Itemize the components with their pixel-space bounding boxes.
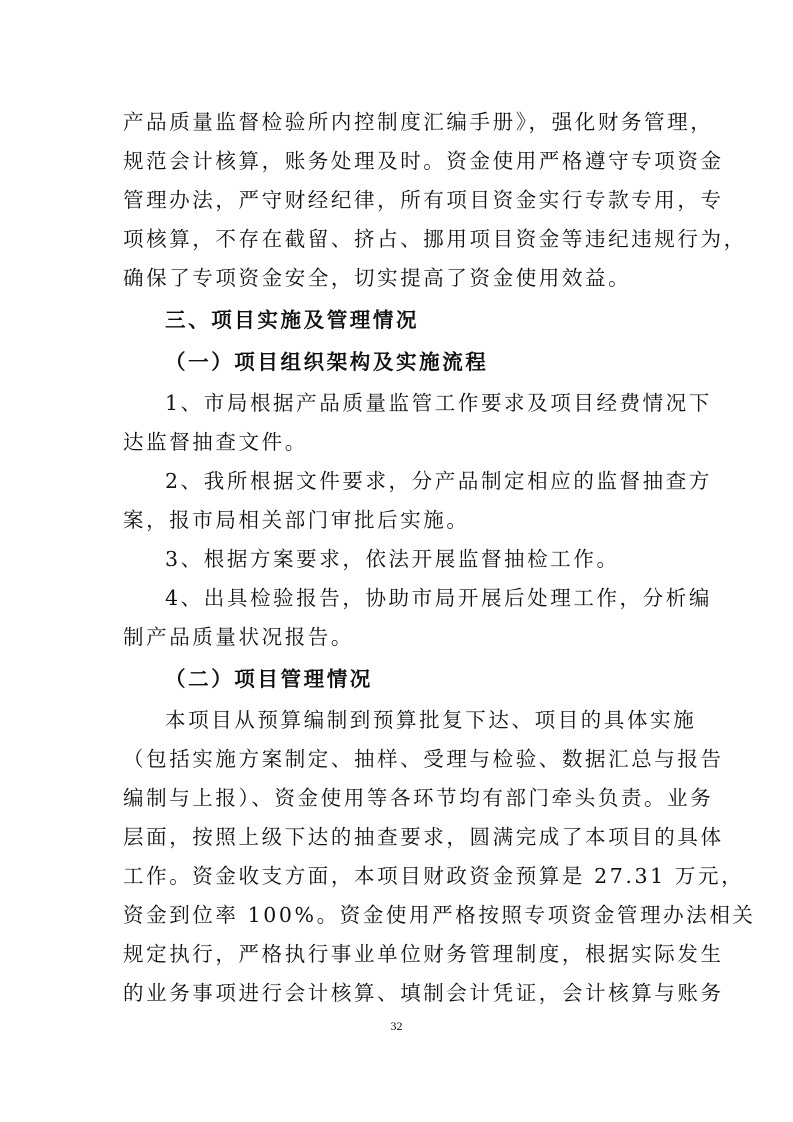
- body-text-line: 层面，按照上级下达的抽查要求，圆满完成了本项目的具体: [123, 825, 724, 849]
- body-text-line: 确保了专项资金安全，切实提高了资金使用效益。: [123, 266, 632, 290]
- list-item-text: 4、出具检验报告，协助市局开展后处理工作，分析编: [165, 586, 712, 610]
- subsection-heading: （二）项目管理情况: [165, 667, 373, 691]
- body-text-line: 项核算，不存在截留、挤占、挪用项目资金等违纪违规行为，: [123, 227, 747, 251]
- page-number: 32: [390, 1019, 403, 1033]
- list-item-text: 1、市局根据产品质量监管工作要求及项目经费情况下: [165, 391, 712, 415]
- body-text-line: 产品质量监督检验所内控制度汇编手册》，强化财务管理，: [123, 110, 714, 134]
- body-text-line: 工作。资金收支方面，本项目财政资金预算是 27.31 万元，: [123, 864, 745, 888]
- body-text-line: 规范会计核算，账务处理及时。资金使用严格遵守专项资金: [123, 149, 724, 173]
- body-text-line: 管理办法，严守财经纪律，所有项目资金实行专款专用，专: [123, 188, 724, 212]
- subsection-heading: （一）项目组织架构及实施流程: [165, 350, 489, 374]
- body-text-line: 编制与上报）、资金使用等各环节均有部门牵头负责。业务: [123, 786, 714, 810]
- list-item-text: 达监督抽查文件。: [123, 430, 308, 454]
- body-text-line: （包括实施方案制定、抽样、受理与检验、数据汇总与报告: [123, 747, 724, 771]
- body-text-line: 本项目从预算编制到预算批复下达、项目的具体实施: [165, 708, 697, 732]
- list-item-text: 案，报市局相关部门审批后实施。: [123, 508, 470, 532]
- list-item-text: 3、根据方案要求，依法开展监督抽检工作。: [165, 547, 620, 571]
- section-heading: 三、项目实施及管理情况: [165, 308, 420, 332]
- body-text-line: 规定执行，严格执行事业单位财务管理制度，根据实际发生: [123, 942, 724, 966]
- body-text-line: 资金到位率 100%。资金使用严格按照专项资金管理办法相关: [123, 903, 756, 927]
- body-text-line: 的业务事项进行会计核算、填制会计凭证，会计核算与账务: [123, 981, 724, 1005]
- list-item-text: 2、我所根据文件要求，分产品制定相应的监督抽查方: [165, 469, 712, 493]
- list-item-text: 制产品质量状况报告。: [123, 625, 354, 649]
